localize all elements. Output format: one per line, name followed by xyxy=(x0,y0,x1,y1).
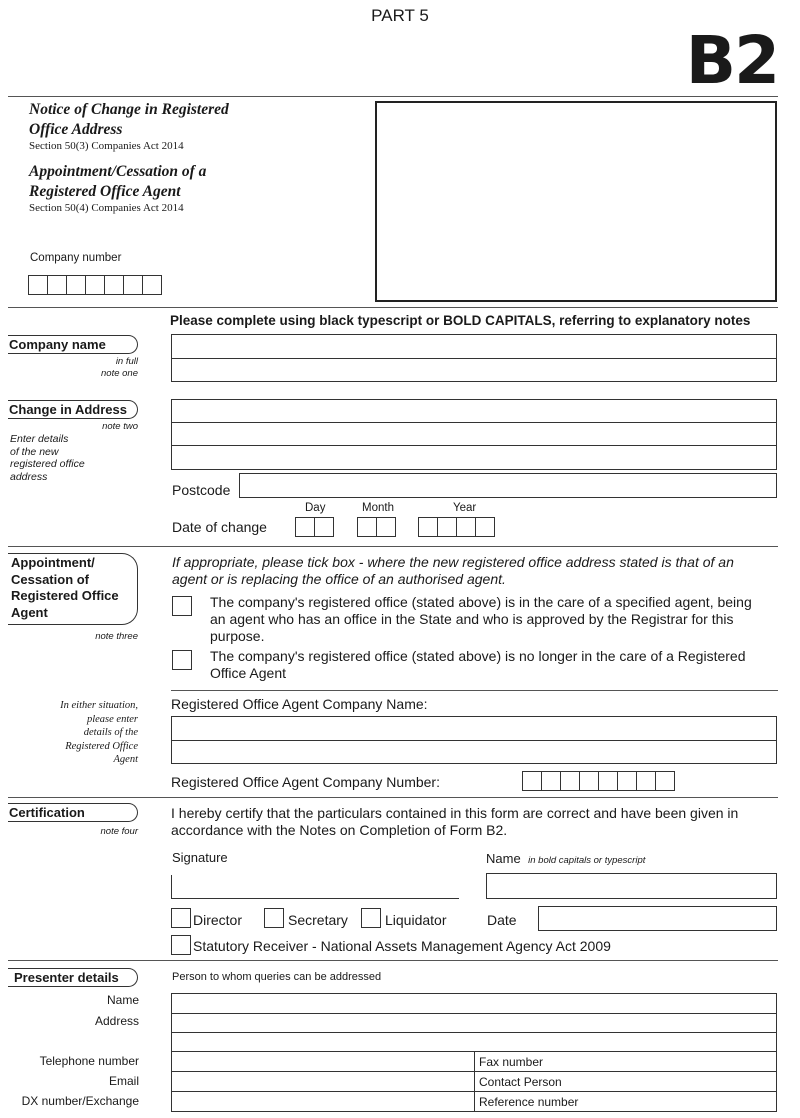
address-divider xyxy=(8,546,778,547)
part-label: PART 5 xyxy=(371,6,429,25)
agent-number-label: Registered Office Agent Company Number: xyxy=(171,774,440,790)
address-line-1[interactable] xyxy=(171,399,777,423)
name-label: Name in bold capitals or typescript xyxy=(486,851,646,866)
reference-number-label: Reference number xyxy=(479,1095,579,1109)
agent-name-label: Registered Office Agent Company Name: xyxy=(171,696,428,712)
presenter-subtitle: Person to whom queries can be addressed xyxy=(172,971,382,983)
office-stamp-box xyxy=(375,101,777,302)
address-line-2[interactable] xyxy=(171,422,777,446)
certification-text: I hereby certify that the particulars contained in this form are correct and have been given in accordance with the Notes on Completion of Form B2. xyxy=(171,805,739,838)
note-four: note four xyxy=(100,826,138,837)
company-name-field-2[interactable] xyxy=(171,358,777,382)
agent-name-field-2[interactable] xyxy=(171,740,777,764)
postcode-label: Postcode xyxy=(172,482,231,498)
name-field[interactable] xyxy=(486,873,777,899)
year-cells[interactable] xyxy=(419,517,495,537)
presenter-address-label: Address xyxy=(94,1014,139,1028)
agent-appointed-text: The company's registered office (stated above) is in the care of a specified agent, being an agent who has an office in the State and who is approved by the Registrar for this purpose. xyxy=(210,594,752,644)
address-line-3[interactable] xyxy=(171,445,777,470)
presenter-address-field-1[interactable] xyxy=(171,1013,777,1033)
liquidator-label: Liquidator xyxy=(385,912,447,928)
liquidator-checkbox[interactable] xyxy=(361,908,381,928)
date-field[interactable] xyxy=(538,906,777,931)
postcode-field[interactable] xyxy=(239,473,777,498)
month-cells[interactable] xyxy=(358,517,396,537)
statutory-receiver-checkbox[interactable] xyxy=(171,935,191,955)
agent-appointed-checkbox[interactable] xyxy=(172,596,192,616)
company-name-field-1[interactable] xyxy=(171,334,777,359)
tab-appointment: Appointment/ Cessation of Registered Office Agent xyxy=(8,553,138,625)
note-one: note one xyxy=(101,368,138,379)
fax-label: Fax number xyxy=(479,1055,544,1069)
certification-divider xyxy=(8,960,778,961)
month-label: Month xyxy=(362,502,394,514)
note-three: note three xyxy=(95,631,138,642)
instructions: Please complete using black typescript or BOLD CAPITALS, referring to explanatory notes xyxy=(170,313,751,328)
presenter-dx-field[interactable] xyxy=(171,1091,475,1112)
presenter-name-label: Name xyxy=(106,993,139,1007)
title-change-address: Notice of Change in Registered Office Address xyxy=(29,101,229,138)
presenter-address-field-2[interactable] xyxy=(171,1032,777,1052)
agent-ceased-checkbox[interactable] xyxy=(172,650,192,670)
tab-company-name: Company name xyxy=(8,335,138,354)
signature-label: Signature xyxy=(172,850,228,865)
day-cells[interactable] xyxy=(296,517,334,537)
signature-field[interactable] xyxy=(171,875,459,899)
presenter-dx-label: DX number/Exchange xyxy=(21,1094,139,1108)
director-label: Director xyxy=(193,912,243,928)
tab-change-address: Change in Address xyxy=(8,400,138,419)
date-label: Date xyxy=(487,912,517,928)
either-situation-hint: In either situation, please enter details of the Registered Office Agent xyxy=(60,700,138,765)
statutory-receiver-label: Statutory Receiver - National Assets Management Agency Act 2009 xyxy=(193,938,611,954)
presenter-telephone-label: Telephone number xyxy=(39,1054,139,1068)
secretary-label: Secretary xyxy=(288,912,348,928)
agent-number-cells[interactable] xyxy=(523,771,675,791)
tab-presenter: Presenter details xyxy=(8,968,138,987)
presenter-telephone-field[interactable] xyxy=(171,1051,475,1072)
top-divider xyxy=(8,96,778,97)
date-of-change-label: Date of change xyxy=(172,519,267,535)
form-code: B2 xyxy=(685,22,778,99)
day-label: Day xyxy=(305,502,326,514)
agent-name-field-1[interactable] xyxy=(171,716,777,741)
company-number-cells[interactable] xyxy=(29,275,162,295)
presenter-name-field[interactable] xyxy=(171,993,777,1014)
title-agent: Appointment/Cessation of a Registered Office Agent xyxy=(29,163,207,200)
secretary-checkbox[interactable] xyxy=(264,908,284,928)
director-checkbox[interactable] xyxy=(171,908,191,928)
presenter-email-field[interactable] xyxy=(171,1071,475,1092)
section-ref-2: Section 50(4) Companies Act 2014 xyxy=(29,202,184,214)
agent-divider xyxy=(8,797,778,798)
agent-ceased-text: The company's registered office (stated above) is no longer in the care of a Registered Office Agent xyxy=(210,648,746,681)
address-details-hint: Enter details of the new registered office address xyxy=(10,433,85,483)
header-divider xyxy=(8,307,778,308)
tab-certification: Certification xyxy=(8,803,138,822)
appointment-intro: If appropriate, please tick box - where the new registered office address stated is that of an agent or is replacing the office of an authorised agent. xyxy=(172,554,734,587)
note-in-full: in full xyxy=(115,356,138,367)
presenter-email-label: Email xyxy=(108,1074,139,1088)
contact-person-label: Contact Person xyxy=(479,1075,562,1089)
note-two: note two xyxy=(102,421,138,432)
company-number-label: Company number xyxy=(30,252,122,264)
section-ref-1: Section 50(3) Companies Act 2014 xyxy=(29,140,184,152)
year-label: Year xyxy=(453,502,477,514)
agent-sub-divider xyxy=(171,690,778,691)
